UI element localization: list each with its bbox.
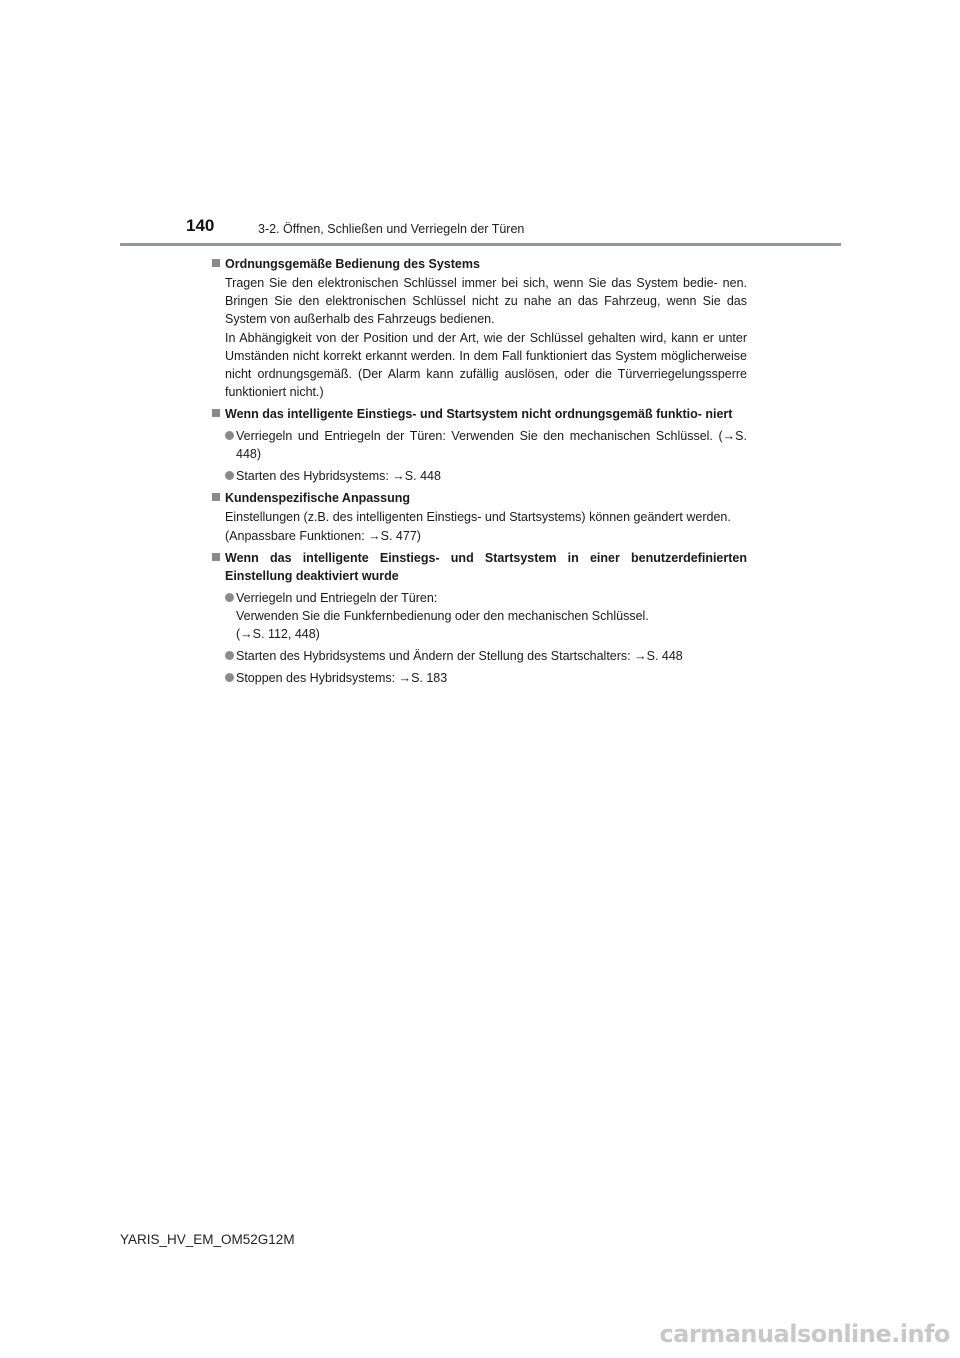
page-content — [211, 255, 747, 691]
list-item: Stoppen des Hybridsystems: →S. 183 — [211, 669, 747, 687]
list-item: Starten des Hybridsystems: →S. 448 — [211, 467, 747, 485]
list-item: Verriegeln und Entriegeln der Türen: Verwenden Sie den mechanischen Schlüssel. (→S. 448) — [211, 427, 747, 463]
section-deactivated — [211, 549, 747, 687]
section-heading: Ordnungsgemäße Bedienung des Systems — [211, 255, 747, 273]
square-bullet-icon — [212, 409, 220, 417]
square-bullet-icon — [212, 259, 220, 267]
paragraph: In Abhängigkeit von der Position und der Art, wie der Schlüssel gehalten wird, kann er unter Umständen nicht korrekt erkannt werden. In dem Fall funktioniert das System möglicherweise nicht ordnungsgemäß. (Der Alarm kann zufällig auslösen, oder die Türverriegelungssperre funktioniert nicht.) — [225, 331, 747, 399]
round-bullet-icon — [225, 431, 234, 440]
square-bullet-icon — [212, 493, 220, 501]
paragraph: (Anpassbare Funktionen: →S. 477) — [225, 529, 421, 543]
manual-code: YARIS_HV_EM_OM52G12M — [120, 1232, 295, 1247]
paragraph: Einstellungen (z.B. des intelligenten Einstiegs- und Startsystems) können geändert werden. — [225, 510, 731, 524]
page-number: 140 — [186, 216, 215, 235]
section-heading: Kundenspezifische Anpassung — [211, 489, 747, 507]
square-bullet-icon — [212, 553, 220, 561]
paragraph: Tragen Sie den elektronischen Schlüssel immer bei sich, wenn Sie das System bedie- nen. Bringen Sie den elektronischen Schlüssel nicht zu nahe an das Fahrzeug, wenn Sie das System von außerhalb des Fahrzeugs bedienen. — [225, 276, 747, 326]
section-malfunction — [211, 405, 747, 485]
list-item: Verriegeln und Entriegeln der Türen: Verwenden Sie die Funkfernbedienung oder den mechanischen Schlüssel. (→S. 112, 448) — [211, 589, 747, 643]
list-item: Starten des Hybridsystems und Ändern der Stellung des Startschalters: →S. 448 — [211, 647, 747, 665]
section-operation — [211, 255, 747, 401]
watermark[interactable]: carmanualsonline.info — [659, 1320, 950, 1348]
round-bullet-icon — [225, 673, 234, 682]
section-heading: Wenn das intelligente Einstiegs- und Startsystem nicht ordnungsgemäß funktio- niert — [211, 405, 747, 423]
chapter-title: 3-2. Öffnen, Schließen und Verriegeln der Türen — [258, 222, 525, 236]
round-bullet-icon — [225, 593, 234, 602]
section-customization — [211, 489, 747, 545]
round-bullet-icon — [225, 471, 234, 480]
round-bullet-icon — [225, 651, 234, 660]
header-divider — [120, 243, 841, 246]
section-heading: Wenn das intelligente Einstiegs- und Startsystem in einer benutzerdefinierten Einstellung deaktiviert wurde — [211, 549, 747, 585]
